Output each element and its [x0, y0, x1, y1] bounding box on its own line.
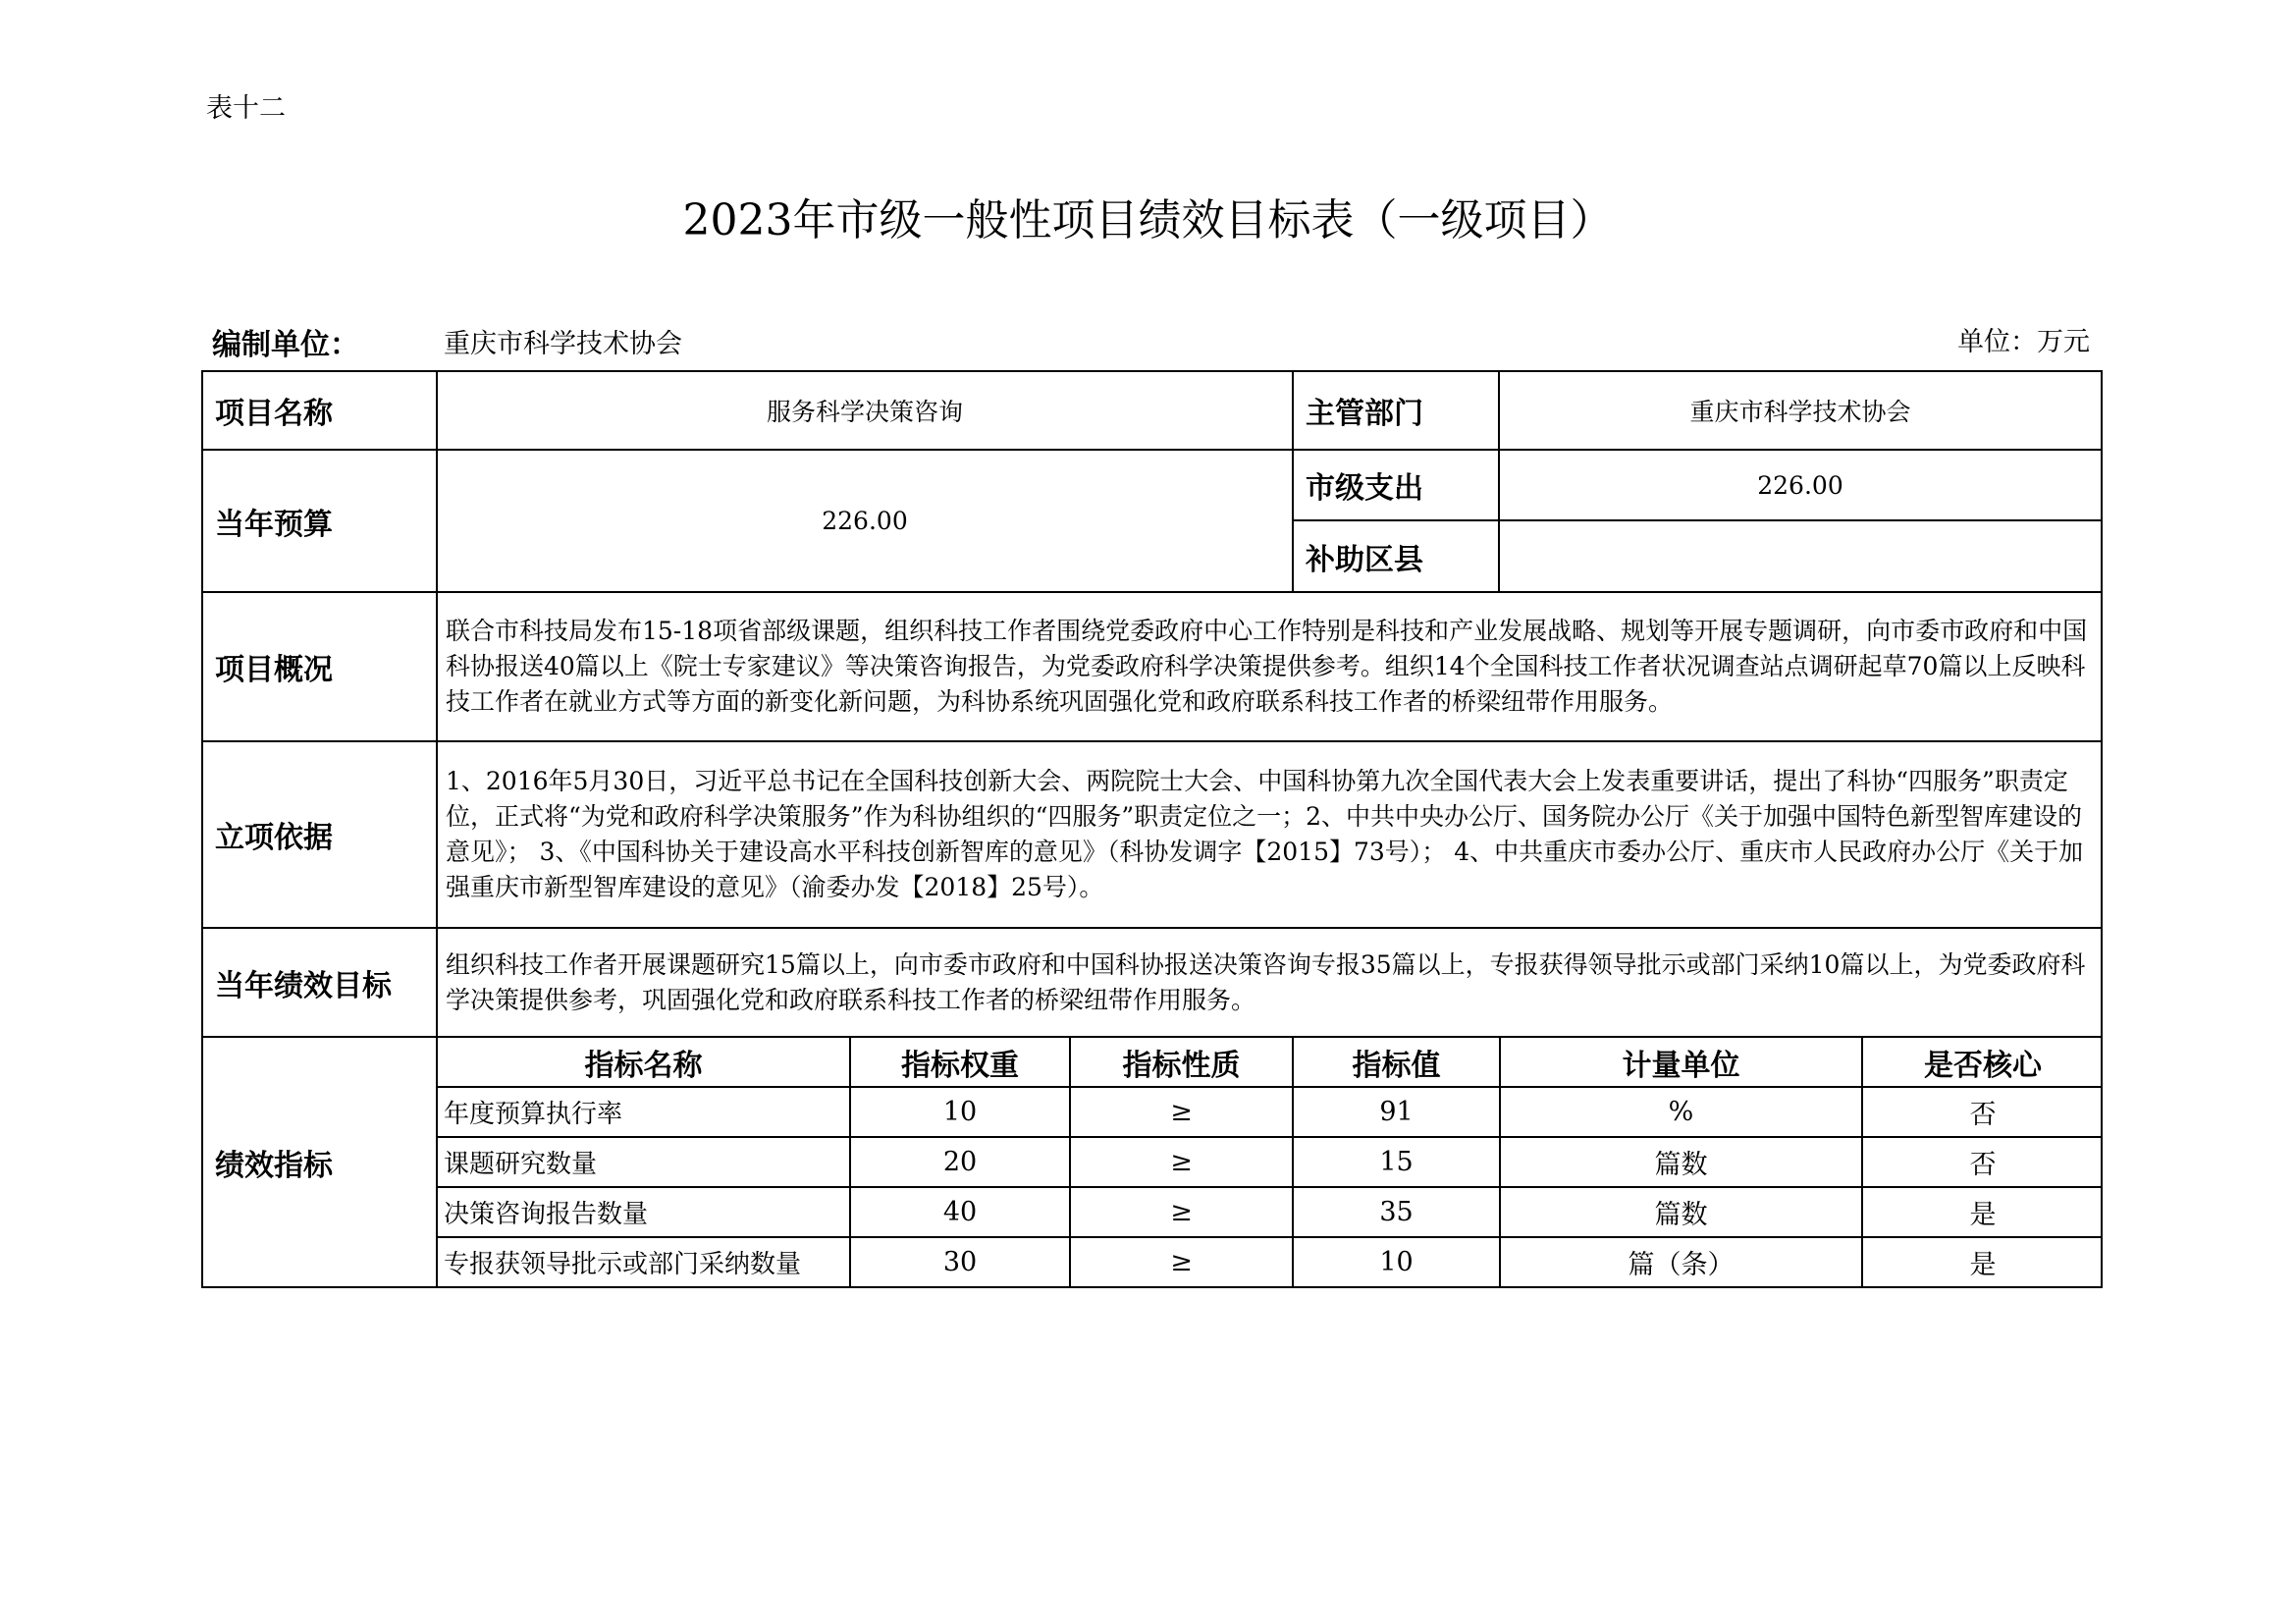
dept-label: 主管部门: [1293, 371, 1499, 450]
indicators-table: [438, 1038, 2103, 1286]
table-row: [438, 1237, 2103, 1286]
row-basis: [202, 741, 2102, 928]
indicator-core: 是: [1862, 1187, 2103, 1237]
indicator-value: 10: [1293, 1237, 1500, 1286]
org-value: 重庆市科学技术协会: [444, 329, 682, 359]
indicator-value: 91: [1293, 1087, 1500, 1137]
budget-value: 226.00: [437, 450, 1293, 592]
header-is-core: 是否核心: [1862, 1038, 2103, 1087]
table-row: [438, 1137, 2103, 1187]
header-unit: 计量单位: [1500, 1038, 1862, 1087]
overview-label: 项目概况: [202, 592, 437, 741]
row-indicators: [202, 1037, 2102, 1287]
goal-label: 当年绩效目标: [202, 928, 437, 1037]
basis-text: 1、2016年5月30日，习近平总书记在全国科技创新大会、两院院士大会、中国科协第九次全国代表大会上发表重要讲话，提出了科协“四服务”职责定位，正式将“为党和政府科学决策服务”作为科协组织的“四服务”职责定位之一；2、中共中央办公厅、国务院办公厅《关于加强中国特色新型智库建设的意见》； 3、《中国科协关于建设高水平科技创新智库的意见》（科协发调字【2015】73号）； 4、中共重庆市委办公厅、重庆市人民政府办公厅《关于加强重庆市新型智库建设的意见》（渝委办发【2018】25号）。: [437, 741, 2102, 928]
row-project-name: [202, 371, 2102, 450]
indicator-unit: 篇数: [1500, 1137, 1862, 1187]
indicator-weight: 40: [850, 1187, 1070, 1237]
indicator-core: 否: [1862, 1137, 2103, 1187]
indicator-weight: 20: [850, 1137, 1070, 1187]
indicator-nature: ≥: [1070, 1137, 1293, 1187]
indicator-unit: 篇（条）: [1500, 1237, 1862, 1286]
indicator-name: 课题研究数量: [438, 1137, 850, 1187]
indicator-value: 15: [1293, 1137, 1500, 1187]
org-label: 编制单位：: [212, 328, 359, 362]
table-row: [438, 1187, 2103, 1237]
indicator-value: 35: [1293, 1187, 1500, 1237]
project-name-label: 项目名称: [202, 371, 437, 450]
row-budget: [202, 450, 2102, 520]
indicator-nature: ≥: [1070, 1237, 1293, 1286]
table-number: 表十二: [206, 93, 286, 124]
indicator-core: 是: [1862, 1237, 2103, 1286]
project-name-value: 服务科学决策咨询: [437, 371, 1293, 450]
indicators-cell: [437, 1037, 2102, 1287]
indicators-label: 绩效指标: [202, 1037, 437, 1287]
org-info: [212, 320, 682, 363]
city-spend-value: 226.00: [1499, 450, 2102, 520]
indicator-weight: 30: [850, 1237, 1070, 1286]
header-indicator-nature: 指标性质: [1070, 1038, 1293, 1087]
indicator-unit: %: [1500, 1087, 1862, 1137]
indicator-name: 专报获领导批示或部门采纳数量: [438, 1237, 850, 1286]
subsidy-value: [1499, 520, 2102, 592]
row-overview: [202, 592, 2102, 741]
subsidy-label: 补助区县: [1293, 520, 1499, 592]
performance-table: [201, 370, 2103, 1288]
unit-text: 单位：万元: [1957, 327, 2090, 357]
row-goal: [202, 928, 2102, 1037]
city-spend-label: 市级支出: [1293, 450, 1499, 520]
indicator-nature: ≥: [1070, 1187, 1293, 1237]
goal-text: 组织科技工作者开展课题研究15篇以上，向市委市政府和中国科协报送决策咨询专报35篇以上，专报获得领导批示或部门采纳10篇以上，为党委政府科学决策提供参考，巩固强化党和政府联系科技工作者的桥梁纽带作用服务。: [437, 928, 2102, 1037]
page-title: 2023年市级一般性项目绩效目标表（一级项目）: [682, 195, 1614, 245]
dept-value: 重庆市科学技术协会: [1499, 371, 2102, 450]
basis-label: 立项依据: [202, 741, 437, 928]
indicator-core: 否: [1862, 1087, 2103, 1137]
indicator-nature: ≥: [1070, 1087, 1293, 1137]
indicator-name: 年度预算执行率: [438, 1087, 850, 1137]
indicator-name: 决策咨询报告数量: [438, 1187, 850, 1237]
table-row: [438, 1087, 2103, 1137]
indicator-weight: 10: [850, 1087, 1070, 1137]
indicators-header-row: [438, 1038, 2103, 1087]
header-indicator-name: 指标名称: [438, 1038, 850, 1087]
header-indicator-value: 指标值: [1293, 1038, 1500, 1087]
header-indicator-weight: 指标权重: [850, 1038, 1070, 1087]
budget-label: 当年预算: [202, 450, 437, 592]
overview-text: 联合市科技局发布15-18项省部级课题，组织科技工作者围绕党委政府中心工作特别是科技和产业发展战略、规划等开展专题调研，向市委市政府和中国科协报送40篇以上《院士专家建议》等决策咨询报告，为党委政府科学决策提供参考。组织14个全国科技工作者状况调查站点调研起草70篇以上反映科技工作者在就业方式等方面的新变化新问题，为科协系统巩固强化党和政府联系科技工作者的桥梁纽带作用服务。: [437, 592, 2102, 741]
indicator-unit: 篇数: [1500, 1187, 1862, 1237]
